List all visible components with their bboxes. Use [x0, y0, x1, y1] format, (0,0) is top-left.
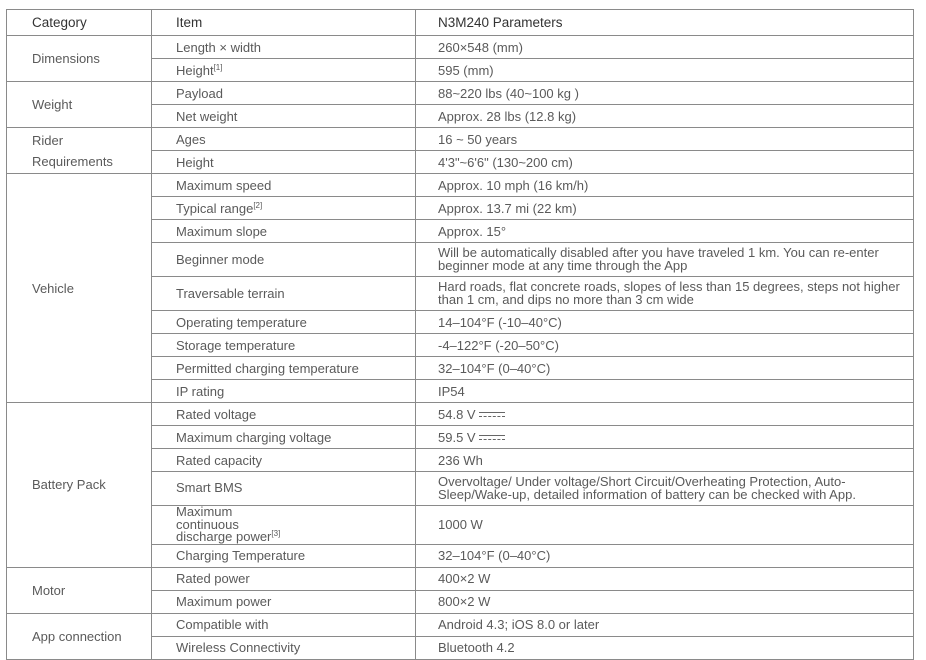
footnote-marker: [1] [213, 62, 223, 72]
value-cell [416, 174, 914, 197]
value-cell [416, 59, 914, 82]
value-cell [416, 82, 914, 105]
specifications-table [6, 9, 914, 660]
item-cell [152, 128, 416, 151]
table-row [7, 403, 914, 426]
value-text: 32–104°F (0–40°C) [438, 360, 551, 376]
value-text: 54.8 V [438, 406, 476, 422]
item-label: Ages [176, 131, 206, 147]
value-cell [416, 426, 914, 449]
item-cell [152, 82, 416, 105]
direct-current-icon [479, 411, 505, 419]
value-cell [416, 128, 914, 151]
value-text: -4–122°F (-20–50°C) [438, 337, 559, 353]
table-row [7, 82, 914, 105]
value-cell [416, 357, 914, 380]
item-cell [152, 449, 416, 472]
value-cell [416, 590, 914, 613]
value-text: IP54 [438, 383, 465, 399]
item-label: Net weight [176, 108, 238, 124]
item-cell [152, 567, 416, 590]
value-cell [416, 544, 914, 567]
category-cell: App connection [7, 613, 152, 659]
item-cell [152, 277, 416, 311]
category-cell: Motor [7, 567, 152, 613]
item-label: Height [176, 154, 214, 170]
item-cell [152, 544, 416, 567]
header-category: Category [7, 10, 152, 36]
value-text: Bluetooth 4.2 [438, 640, 515, 655]
value-cell [416, 472, 914, 506]
value-text: 14–104°F (-10–40°C) [438, 314, 562, 330]
footnote-marker: [2] [253, 200, 263, 210]
item-cell [152, 105, 416, 128]
item-cell [152, 174, 416, 197]
direct-current-icon [479, 434, 505, 442]
value-cell [416, 277, 914, 311]
value-text: 16 ~ 50 years [438, 131, 518, 147]
table-row [7, 174, 914, 197]
footnote-marker: [3] [271, 529, 281, 538]
value-text: 32–104°F (0–40°C) [438, 548, 551, 563]
value-cell [416, 151, 914, 174]
category-cell: Rider Requirements [7, 128, 152, 174]
item-label: Rated power [176, 571, 250, 586]
item-label: Maximum speed [176, 177, 272, 193]
item-cell [152, 636, 416, 659]
item-label: Maximum continuous discharge power [176, 504, 272, 544]
item-label: Wireless Connectivity [176, 640, 301, 655]
item-label: Rated capacity [176, 452, 262, 468]
item-label: Permitted charging temperature [176, 360, 359, 376]
header-parameters: N3M240 Parameters [416, 10, 914, 36]
item-cell [152, 59, 416, 82]
item-label: Compatible with [176, 617, 269, 632]
item-cell [152, 380, 416, 403]
header-item: Item [152, 10, 416, 36]
value-cell [416, 380, 914, 403]
item-cell [152, 243, 416, 277]
value-text: Overvoltage/ Under voltage/Short Circuit/Overheating Protection, Auto-Sleep/Wake-up, detailed information of battery can be checked with App. [438, 474, 856, 502]
item-cell [152, 472, 416, 506]
item-label: Maximum power [176, 594, 272, 609]
item-cell [152, 334, 416, 357]
item-label: Beginner mode [176, 252, 265, 267]
item-label: Charging Temperature [176, 548, 306, 563]
item-cell [152, 311, 416, 334]
table-row [7, 613, 914, 636]
value-cell [416, 311, 914, 334]
table-header-row [7, 10, 914, 36]
item-cell [152, 590, 416, 613]
table-row [7, 567, 914, 590]
value-text: Approx. 15° [438, 223, 507, 239]
value-text: 595 (mm) [438, 62, 494, 78]
value-text: Approx. 10 mph (16 km/h) [438, 177, 589, 193]
item-cell [152, 197, 416, 220]
value-cell [416, 567, 914, 590]
item-cell [152, 357, 416, 380]
item-label: Maximum charging voltage [176, 429, 332, 445]
item-label: Typical range [176, 200, 254, 216]
item-label: Length × width [176, 39, 261, 55]
value-text: 236 Wh [438, 452, 483, 468]
item-cell [152, 403, 416, 426]
value-cell [416, 613, 914, 636]
category-cell: Dimensions [7, 36, 152, 82]
category-cell: Battery Pack [7, 403, 152, 568]
item-cell [152, 36, 416, 59]
value-cell [416, 506, 914, 545]
value-text: 59.5 V [438, 429, 476, 445]
value-text: Approx. 28 lbs (12.8 kg) [438, 108, 577, 124]
category-cell: Weight [7, 82, 152, 128]
value-cell [416, 403, 914, 426]
value-text: 800×2 W [438, 594, 491, 609]
item-label: Traversable terrain [176, 286, 285, 301]
value-cell [416, 105, 914, 128]
item-label: Maximum slope [176, 223, 268, 239]
table-row [7, 36, 914, 59]
value-text: Will be automatically disabled after you have traveled 1 km. You can re-enter beginner mode at any time through the App [438, 245, 879, 273]
value-cell [416, 197, 914, 220]
item-cell [152, 613, 416, 636]
value-text: Approx. 13.7 mi (22 km) [438, 200, 577, 216]
item-label: Payload [176, 85, 223, 101]
value-text: 400×2 W [438, 571, 491, 586]
value-text: Hard roads, flat concrete roads, slopes of less than 15 degrees, steps not higher than 1 cm, and dips no more than 3 cm wide [438, 279, 900, 307]
item-label: Smart BMS [176, 480, 243, 496]
value-cell [416, 243, 914, 277]
value-cell [416, 449, 914, 472]
value-cell [416, 334, 914, 357]
item-label: IP rating [176, 383, 225, 399]
value-cell [416, 220, 914, 243]
table-row [7, 128, 914, 151]
item-label: Operating temperature [176, 314, 307, 330]
item-label: Storage temperature [176, 337, 296, 353]
value-cell [416, 36, 914, 59]
item-cell [152, 426, 416, 449]
item-label: Rated voltage [176, 406, 257, 422]
item-cell [152, 506, 416, 545]
value-text: 1000 W [438, 516, 483, 532]
category-cell: Vehicle [7, 174, 152, 403]
value-text: 260×548 (mm) [438, 39, 523, 55]
item-cell [152, 220, 416, 243]
value-cell [416, 636, 914, 659]
value-text: 4'3"~6'6" (130~200 cm) [438, 154, 573, 170]
item-label: Height [176, 62, 214, 78]
value-text: 88~220 lbs (40~100 kg ) [438, 85, 579, 101]
value-text: Android 4.3; iOS 8.0 or later [438, 617, 600, 632]
item-cell [152, 151, 416, 174]
